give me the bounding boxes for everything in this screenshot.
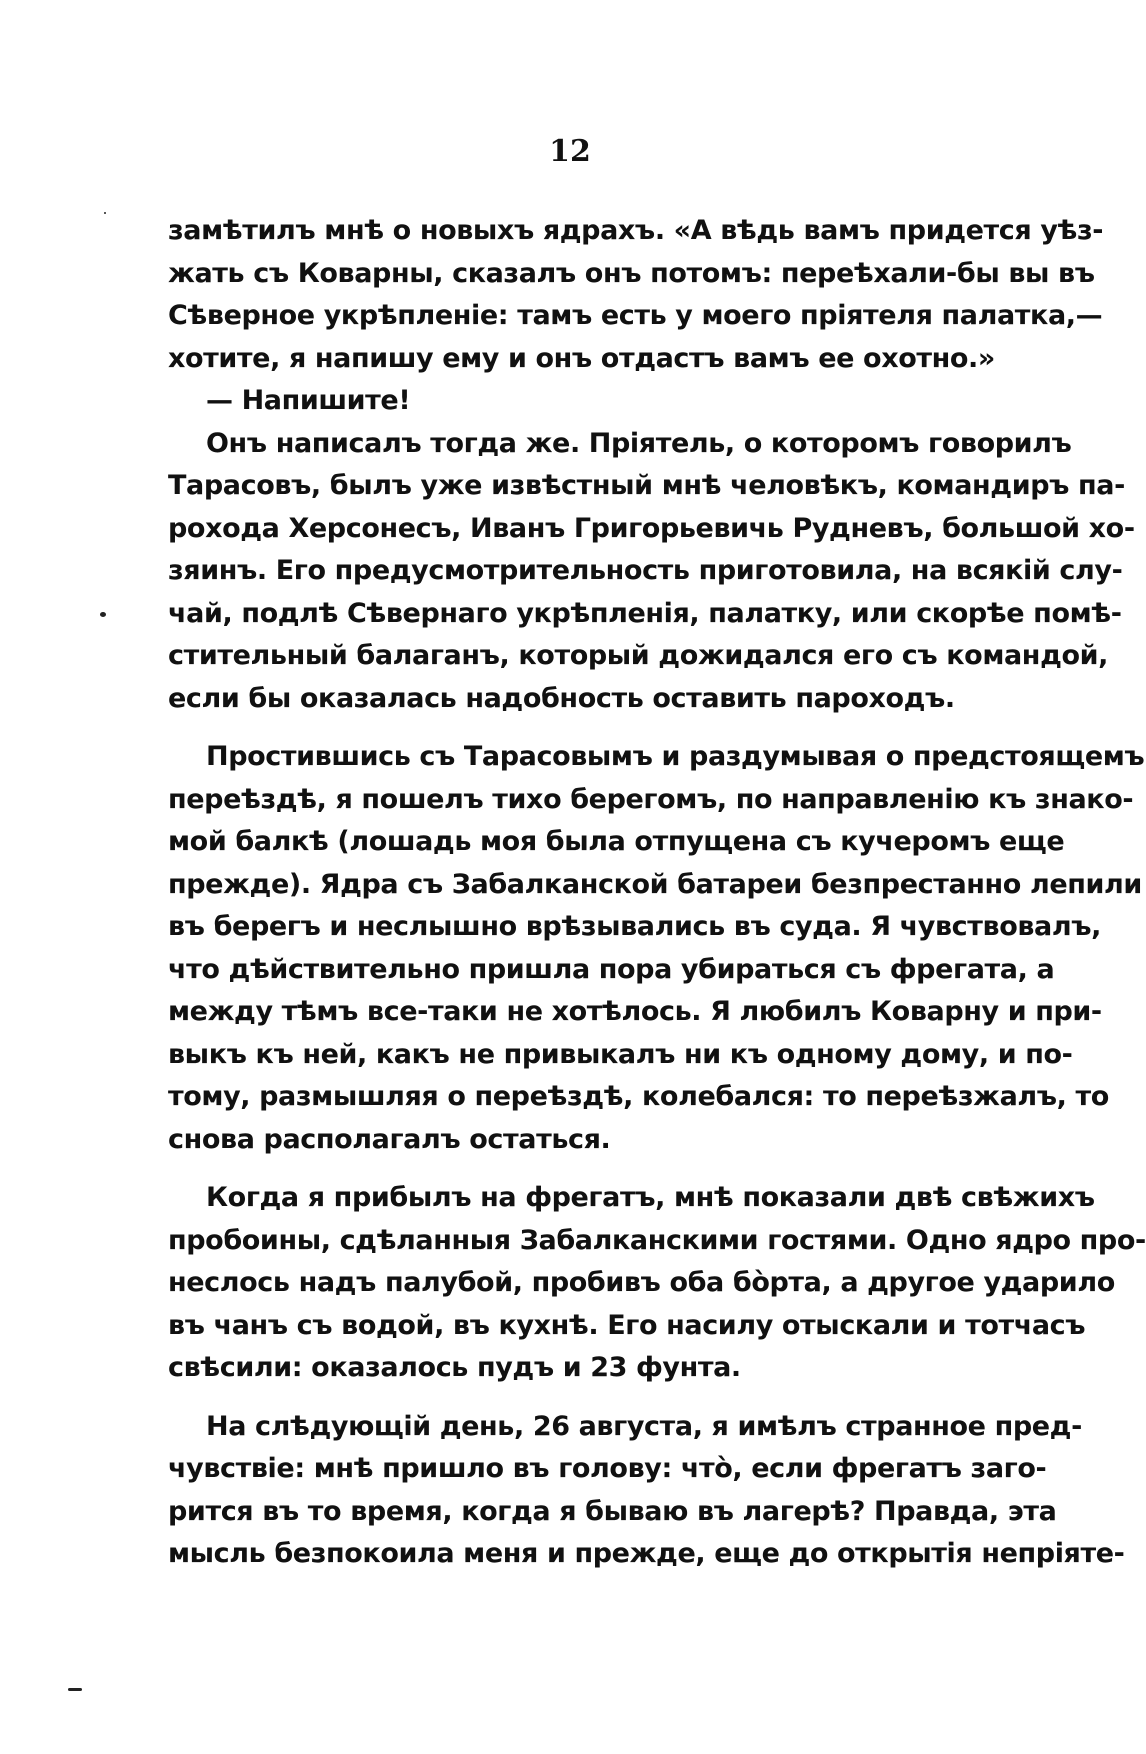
text-line: Когда я прибылъ на фрегатъ, мнѣ показали двѣ свѣжихъ: [206, 1182, 1095, 1213]
text-line: Сѣверное укрѣпленіе: тамъ есть у моего пріятеля палатка,—: [168, 300, 1103, 331]
scan-speck: [104, 212, 106, 214]
text-line: Простившись съ Тарасовымъ и раздумывая о предстоящемъ: [206, 741, 1145, 772]
text-line: въ берегъ и неслышно врѣзывались въ суда. Я чувствовалъ,: [168, 911, 1101, 942]
text-line: замѣтилъ мнѣ о новыхъ ядрахъ. «А вѣдь вамъ придется уѣз-: [168, 215, 1104, 246]
page-number: 12: [549, 134, 591, 169]
text-line: пробоины, сдѣланныя Забалканскими гостями. Одно ядро про-: [168, 1224, 1146, 1256]
text-line: въ чанъ съ водой, въ кухнѣ. Его насилу отыскали и тотчасъ: [168, 1309, 1086, 1341]
text-line: между тѣмъ все-таки не хотѣлось. Я любилъ Коварну и при-: [168, 996, 1102, 1027]
text-line: На слѣдующій день, 26 августа, я имѣлъ странное пред-: [206, 1410, 1082, 1442]
paragraph: [168, 1177, 1146, 1390]
paragraph: [168, 210, 1104, 380]
text-line: рится въ то время, когда я бываю въ лагерѣ? Правда, эта: [168, 1495, 1057, 1527]
text-line: зяинъ. Его предусмотрительность приготовила, на всякій слу-: [168, 555, 1123, 586]
paragraph: [168, 1406, 1125, 1576]
paragraph: [168, 423, 1135, 721]
text-line: снова располагалъ остаться.: [168, 1123, 611, 1155]
text-line: выкъ къ ней, какъ не привыкалъ ни къ одному дому, и по-: [168, 1038, 1073, 1070]
scan-speck: [68, 1688, 82, 1691]
text-line: рохода Херсонесъ, Иванъ Григорьевичь Рудневъ, большой хо-: [168, 512, 1135, 544]
text-line: хотите, я напишу ему и онъ отдастъ вамъ ее охотно.»: [168, 342, 995, 374]
text-line: мой балкѣ (лошадь моя была отпущена съ кучеромъ еще: [168, 826, 1065, 857]
paragraph: [168, 380, 984, 423]
text-line: свѣсили: оказалось пудъ и 23 фунта.: [168, 1352, 741, 1383]
scan-speck: [100, 612, 106, 617]
text-line: чувствіе: мнѣ пришло въ голову: что̀, если фрегатъ заго-: [168, 1453, 1047, 1484]
text-line: Тарасовъ, былъ уже извѣстный мнѣ человѣкъ, командиръ па-: [168, 470, 1125, 501]
text-line: жать съ Коварны, сказалъ онъ потомъ: переѣхали-бы вы въ: [168, 257, 1095, 289]
text-line: Онъ написалъ тогда же. Пріятель, о которомъ говорилъ: [206, 427, 1072, 459]
page-body: [168, 210, 1146, 1576]
text-line: прежде). Ядра съ Забалканской батареи безпрестанно лепили: [168, 868, 1142, 900]
text-line: стительный балаганъ, который дожидался его съ командой,: [168, 640, 1108, 671]
text-line: переѣздѣ, я пошелъ тихо берегомъ, по направленію къ знако-: [168, 783, 1134, 815]
text-line: тому, размышляя о переѣздѣ, колебался: то переѣзжалъ, то: [168, 1081, 1109, 1112]
text-line: чай, подлѣ Сѣвернаго укрѣпленія, палатку, или скорѣе помѣ-: [168, 597, 1122, 629]
text-line: что дѣйствительно пришла пора убираться съ фрегата, а: [168, 953, 1055, 985]
text-line: если бы оказалась надобность оставить пароходъ.: [168, 682, 955, 714]
paragraph: [168, 736, 1145, 1161]
text-line: неслось надъ палубой, пробивъ оба бо̀рта, а другое ударило: [168, 1267, 1115, 1298]
text-line: — Напишите!: [206, 385, 411, 416]
text-line: мысль безпокоила меня и прежде, еще до открытія непріяте-: [168, 1538, 1125, 1569]
